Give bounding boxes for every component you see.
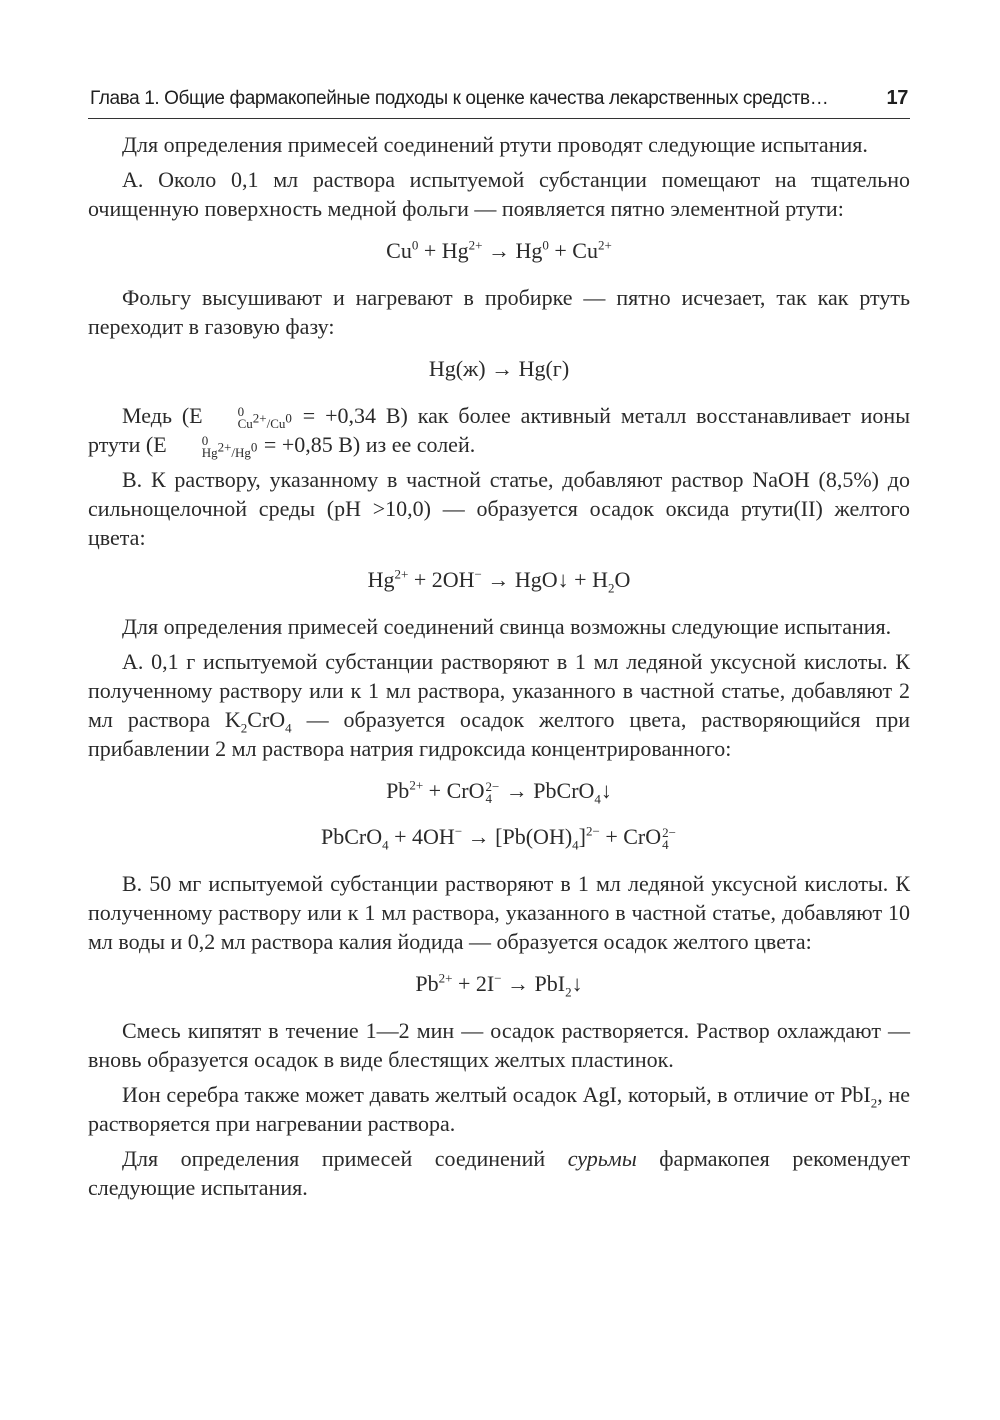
paragraph-mercury-test-b: В. К раствору, указанному в частной статье, добавляют раствор NaOH (8,5%) до сильнощелочной среды (pH >10,0) — образуется осадок оксида ртути(II) желтого цвета:	[88, 467, 910, 550]
equation-plumbate: PbCrO$_4$ + $4OH^- \to [Pb(OH)_4]^{2-}$ + CrO 2− 4	[321, 823, 676, 853]
equation-pbi2: $Pb^{2+} + 2I^-$ → PbI$_2$↓	[415, 970, 583, 1000]
page-body	[88, 130, 910, 1208]
paragraph-lead-test-b: В. 50 мг испытуемой субстанции растворяют в 1 мл ледяной уксусной кислоты. К полученному раствору или к 1 мл раствора, указанного в частной статье, добавляют 10 мл воды и 0,2 мл раствора калия йодида — образуется осадок желтого цвета:	[88, 871, 910, 954]
paragraph-boiling: Смесь кипятят в течение 1—2 мин — осадок растворяется. Раствор охлаждают — вновь образуется осадок в виде блестящих желтых пластинок.	[88, 1018, 910, 1072]
page-number: 17	[886, 87, 908, 109]
paragraph-lead-test-a: А. 0,1 г испытуемой субстанции растворяют в 1 мл ледяной уксусной кислоты. К полученному раствору или к 1 мл раствора, указанного в частной статье, добавляют 2 мл раствора $K_2CrO_4$ — образуется осадок желтого цвета, растворяющийся при прибавлении 2 мл раствора натрия гидроксида концентрированного:	[88, 649, 911, 761]
equation-cu-hg: $Cu^0 + Hg^{2+} \to Hg^0 + Cu^{2+}$	[386, 237, 612, 263]
equation-hg-phase: Hg(ж) → Hg(г)	[428, 356, 570, 381]
paragraph-antimony-intro: Для определения примесей соединений сурьмы фармакопея рекомендует следующие испытания.	[88, 1146, 910, 1200]
paragraph-silver-note: Ион серебра также может давать желтый осадок AgI, который, в отличие от PbI$_2$, не растворяется при нагревании раствора.	[88, 1082, 910, 1136]
equation-hgo: $Hg^{2+} + 2OH^-$ → HgO↓ + $H_2O$	[367, 566, 631, 596]
paragraph-lead-intro: Для определения примесей соединений свинца возможны следующие испытания.	[122, 614, 892, 639]
running-header	[88, 88, 910, 119]
paragraph-copper-potential: Медь (E 0 $Cu^{2+}/Cu^0$ = +0,34 В) как более активный металл восстанавливает ионы ртути (E 0 $Hg^{2+}/Hg^0$ = +0,85 В) из ее солей.	[88, 403, 910, 460]
equation-pbcro4: $Pb^{2+}$ + CrO 2− 4 → PbCrO$_4$↓	[386, 777, 612, 807]
paragraph-mercury-test-a: А. Около 0,1 мл раствора испытуемой субстанции помещают на тщательно очищенную поверхность медной фольги — появляется пятно элементной ртути:	[88, 167, 910, 221]
running-title: Глава 1. Общие фармакопейные подходы к оценке качества лекарственных средств…	[90, 88, 829, 109]
paragraph-foil-heating: Фольгу высушивают и нагревают в пробирке — пятно исчезает, так как ртуть переходит в газовую фазу:	[88, 285, 910, 339]
paragraph-mercury-intro: Для определения примесей соединений ртути проводят следующие испытания.	[122, 132, 868, 157]
